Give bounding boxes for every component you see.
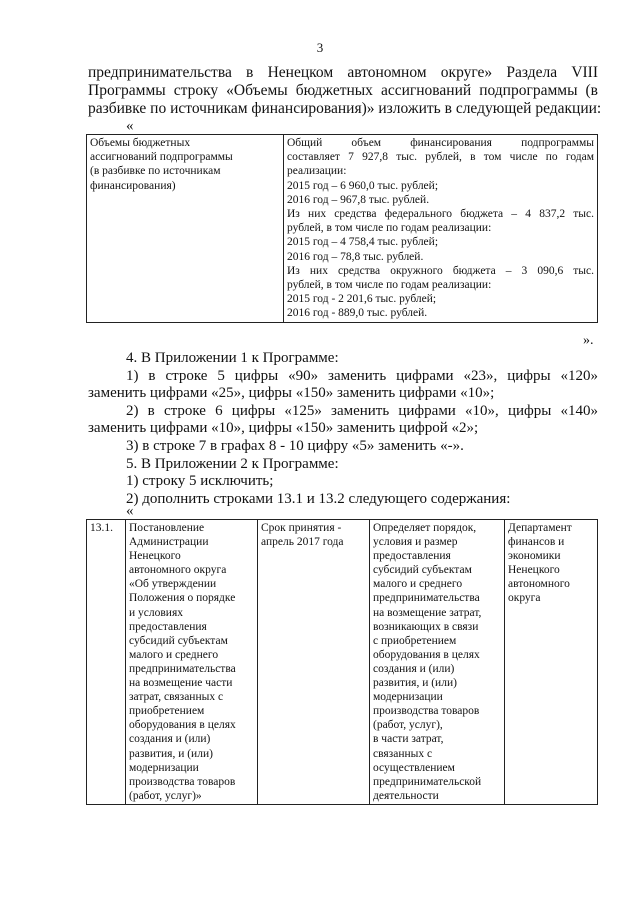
table-row (87, 520, 598, 805)
table-row (87, 135, 598, 323)
item-line: 3) в строке 7 в графах 8 - 10 цифру «5» заменить «-». (126, 437, 464, 454)
item-line: 2) в строке 6 цифры «125» заменить цифрами «10», цифры «140» (126, 402, 598, 419)
cell-line: 2015 год – 4 758,4 тыс. рублей; (287, 236, 439, 249)
measures-table (86, 519, 598, 805)
cell-line: оборудования в целях (373, 648, 480, 661)
cell-line: возникающих в связи (373, 620, 479, 633)
cell-line: приобретением (129, 705, 205, 718)
row-number-cell: 13.1. (87, 520, 126, 805)
cell-line: развития, и (или) (129, 747, 213, 760)
cell-line: автономного (508, 578, 570, 591)
cell-line: Срок принятия - (261, 522, 342, 534)
cell-line: рублей, в том числе по годам реализации: (287, 279, 492, 292)
cell-line: финансирования) (90, 179, 176, 192)
intro-line: Программы строку «Объемы бюджетных ассигнований подпрограммы (в (88, 82, 598, 99)
cell-line: оборудования в целях (129, 719, 236, 732)
cell-line: создания и (или) (129, 733, 211, 746)
page-number: 3 (316, 40, 324, 55)
cell-line: производства товаров (373, 705, 480, 718)
cell-line: апрель 2017 года (261, 536, 344, 549)
cell-line: связанных с (373, 747, 433, 760)
budget-table (86, 134, 598, 323)
responsible-cell (505, 520, 598, 805)
quote-open-mark: « (126, 118, 134, 134)
cell-line: округа (508, 592, 541, 605)
cell-line: деятельности (373, 789, 439, 802)
cell-line: ассигнований подпрограммы (90, 151, 233, 164)
item-heading: 4. В Приложении 1 к Программе: (126, 350, 339, 366)
cell-line: Объемы бюджетных (90, 137, 191, 149)
quote-open-mark: « (126, 503, 134, 519)
cell-line: Ненецкого (508, 564, 560, 577)
amendment-list (88, 350, 598, 508)
cell-line: 2015 год - 2 201,6 тыс. рублей; (287, 293, 437, 306)
cell-line: 2016 год – 967,8 тыс. рублей. (287, 193, 430, 206)
item-line: 1) строку 5 исключить; (126, 473, 274, 490)
cell-line: рублей, в том числе по годам реализации: (287, 222, 492, 235)
item-heading: 5. В Приложении 2 к Программе: (126, 455, 339, 472)
budget-label-cell (87, 135, 284, 323)
cell-line: Постановление (129, 522, 205, 534)
cell-line: субсидий субъектам (373, 564, 472, 577)
cell-line: предоставления (129, 620, 207, 633)
intro-paragraph (88, 64, 602, 118)
cell-line: «Об утверждении (129, 578, 217, 591)
cell-line: финансов и (508, 536, 565, 549)
intro-line: предпринимательства в Ненецком автономном округе» Раздела VIII (88, 64, 598, 81)
cell-line: в части затрат, (373, 733, 444, 746)
cell-line: предпринимательской (373, 775, 482, 788)
cell-line: развития, и (или) (373, 677, 457, 690)
quote-close-mark: ». (583, 333, 594, 348)
cell-line: затрат, связанных с (129, 691, 224, 704)
cell-line: экономики (508, 550, 561, 563)
cell-line: 2016 год - 889,0 тыс. рублей. (287, 307, 428, 320)
cell-line: создания и (или) (373, 662, 455, 675)
cell-line: составляет 7 927,8 тыс. рублей, в том числе по годам (287, 151, 594, 164)
cell-line: предпринимательства (373, 592, 480, 605)
cell-line: условия и размер (373, 536, 458, 549)
cell-line: Из них средства окружного бюджета – 3 090,6 тыс. (287, 264, 594, 277)
cell-line: реализации: (287, 165, 347, 178)
cell-line: автономного округа (129, 564, 227, 577)
cell-line: Положения о порядке (129, 592, 236, 605)
cell-line: субсидий субъектам (129, 634, 228, 647)
cell-line: на возмещение части (129, 677, 233, 690)
cell-line: 2015 год – 6 960,0 тыс. рублей; (287, 179, 439, 192)
cell-line: 2016 год – 78,8 тыс. рублей. (287, 250, 424, 263)
budget-value-cell (284, 135, 598, 323)
item-line: 1) в строке 5 цифры «90» заменить цифрами «23», цифры «120» (126, 367, 598, 384)
document-cell (126, 520, 258, 805)
cell-line: Ненецкого (129, 550, 181, 563)
cell-line: Администрации (129, 536, 209, 549)
cell-line: модернизации (129, 761, 199, 774)
cell-line: с приобретением (373, 634, 457, 647)
cell-line: малого и среднего (373, 578, 463, 591)
cell-line: (работ, услуг)» (129, 789, 202, 802)
cell-line: осуществлением (373, 761, 455, 774)
cell-line: малого и среднего (129, 648, 219, 661)
intro-line: разбивке по источникам финансирования)» изложить в следующей редакции: (88, 100, 602, 117)
cell-line: на возмещение затрат, (373, 606, 482, 619)
description-cell (370, 520, 505, 805)
cell-line: Определяет порядок, (373, 522, 477, 534)
cell-line: Из них средства федерального бюджета – 4 837,2 тыс. (287, 208, 594, 221)
cell-line: (в разбивке по источникам (90, 165, 221, 178)
cell-line: предоставления (373, 550, 451, 563)
cell-line: и условиях (129, 606, 183, 619)
cell-line: модернизации (373, 691, 443, 704)
cell-line: (работ, услуг), (373, 719, 443, 732)
item-line: заменить цифрами «25», цифры «150» заменить цифрами «10»; (88, 385, 495, 402)
cell-line: Департамент (508, 522, 572, 534)
item-line: 2) дополнить строками 13.1 и 13.2 следующего содержания: (126, 490, 511, 507)
cell-line: предпринимательства (129, 662, 236, 675)
term-cell (258, 520, 370, 805)
cell-line: производства товаров (129, 775, 236, 788)
cell-line: Общий объем финансирования подпрограммы (287, 137, 594, 149)
item-line: заменить цифрами «10», цифры «150» заменить цифрой «2»; (88, 420, 479, 437)
